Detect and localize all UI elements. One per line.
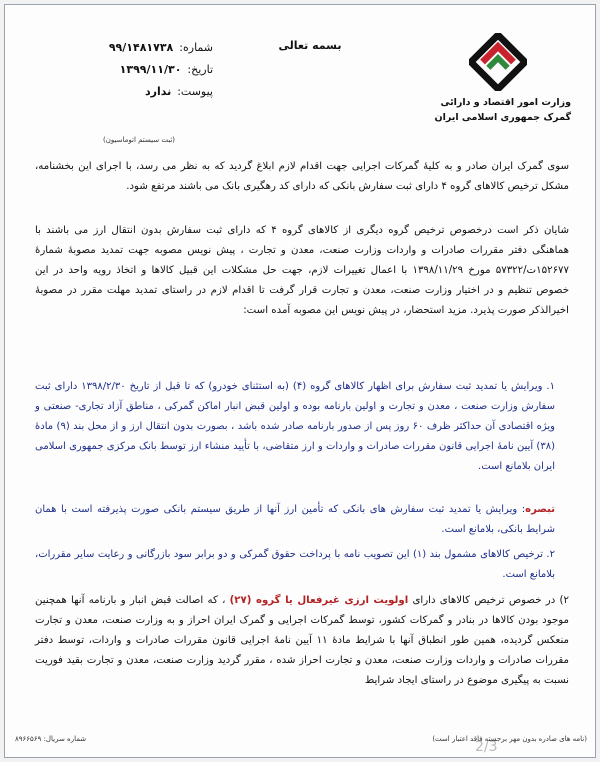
serial-label: شماره سریال: (43, 735, 87, 743)
paragraph-1: سوی گمرک ایران صادر و به کلیهٔ گمرکات اجرایی جهت اقدام لازم ابلاغ گردید که به نظر می رسد، با اجرای این بخشنامه، مشکل ترخیص کالاهای گروه ۴ دارای ثبت سفارش بانکی که دارای کد رهگیری بانک می باشند مرتفع شود. (35, 161, 569, 192)
attachment-label: پیوست: (177, 85, 213, 98)
basmala-heading: بسمه تعالی (278, 39, 342, 52)
customs-logo-icon (469, 33, 527, 91)
letter-meta (43, 37, 213, 103)
number-label: شماره: (179, 41, 213, 54)
paragraph-2: شایان ذکر است درخصوص ترخیص گروه دیگری از کالاهای گروه ۴ که دارای ثبت سفارش بدون انتقال ارز می باشند با هماهنگی دفتر مقررات صادرات و واردات وزارت صنعت، معدن و تجارت ، پیش نویس مصوبه جهت تمدید مصوبهٔ شمارهٔ ۱۵۲۶۷۷ت/۵۷۳۲۲ مورخ ۱۳۹۸/۱۱/۲۹ با اعمال تغییرات لازم، جهت حل مشکلات این قبیل کالاها و اتخاذ رویه واحد در این خصوص تنظیم و در اختیار وزارت صنعت، معدن و تجارت قرار گرفت تا اقدام لازم در راستای تمدید مهلت مقرر در مصوبهٔ اخیرالذکر صورت پذیرد. مزید استحضار، در پیش نویس این مصوبه آمده است: (35, 225, 569, 316)
page-mark: 2/3 (475, 739, 498, 755)
number-value: ۹۹/۱۴۸۱۷۳۸ (108, 41, 174, 54)
serial-value: ۸۹۶۶۵۶۹ (15, 735, 42, 743)
attachment-value: ندارد (144, 85, 172, 98)
paragraph-3-highlight: اولویت ارزی غیرفعال یا گروه (۲۷) (229, 595, 409, 606)
footer-serial (15, 735, 86, 743)
list-item-2: ۲. ترخیص کالاهای مشمول بند (۱) این تصویب نامه با پرداخت حقوق گمرکی و دو برابر سود بازرگانی و رعایت سایر مقررات، بلامانع است. (35, 549, 555, 580)
organization-name (431, 95, 571, 125)
system-note: (ثبت سیستم اتوماسیون) (103, 136, 175, 144)
list-item-1: ۱. ویرایش یا تمدید ثبت سفارش برای اظهار کالاهای گروه (۴) (به استثنای خودرو) که تا قبل از تاریخ ۱۳۹۸/۲/۳۰ دارای ثبت سفارش وزارت صنعت ، معدن و تجارت و اولین بارنامه بوده و اولین قبض انبار اماکن گمرکی ، مناطق آزاد تجاری- صنعتی و ویژه اقتصادی آن حداکثر ظرف ۶۰ روز پس از صدور بارنامه صادر شده باشد ، بصورت بدون انتقال ارز و از محل بند (۹) مادهٔ (۳۸) آیین نامهٔ اجرایی قانون مقررات صادرات و واردات و ارز متقاضی، با تأیید منشاء ارز توسط بانک مرکزی جمهوری اسلامی ایران بلامانع است. (35, 381, 555, 472)
footer (15, 735, 587, 743)
ministry-name: وزارت امور اقتصاد و دارائی (440, 97, 571, 108)
document-page (4, 4, 596, 758)
paragraph-3 (35, 591, 569, 691)
customs-name: گمرک جمهوری اسلامی ایران (434, 112, 571, 123)
note-text: : ویرایش یا تمدید ثبت سفارش های بانکی که تأمین ارز آنها از طریق سیستم بانکی صورت پذیرفته است با همان شرایط بانکی، بلامانع است. (35, 504, 555, 535)
date-value: ۱۳۹۹/۱۱/۳۰ (119, 63, 182, 76)
paragraph-3-start: ۲) در خصوص ترخیص کالاهای دارای (408, 595, 569, 606)
note-label: تبصره (525, 504, 555, 515)
footer-disclaimer: (نامه های صادره بدون مهر برجسته فاقد اعتبار است) (432, 735, 587, 743)
date-label: تاریخ: (187, 63, 213, 76)
list-note (35, 500, 555, 540)
paragraph-3-rest: ، که اصالت قبض انبار و بارنامه آنها همچنین موجود بودن کالاها در بنادر و گمرکات کشور، توسط گمرکات اجرایی و گمرک ایران احراز و به وزارت صنعت، معدن و تجارت منعکس گردیده، همین طور انطباق آنها با شرایط مادهٔ ۱۱ آیین نامهٔ اجرایی قانون مقررات صادرات و واردات، توسط دفتر مقررات صادرات و واردات وزارت صنعت، معدن و تجارت احراز شده ، مقرر گردید وزارت صنعت، معدن و تجارت بقید فوریت نسبت به پیگیری موضوع در راستای ایجاد شرایط (35, 595, 569, 686)
